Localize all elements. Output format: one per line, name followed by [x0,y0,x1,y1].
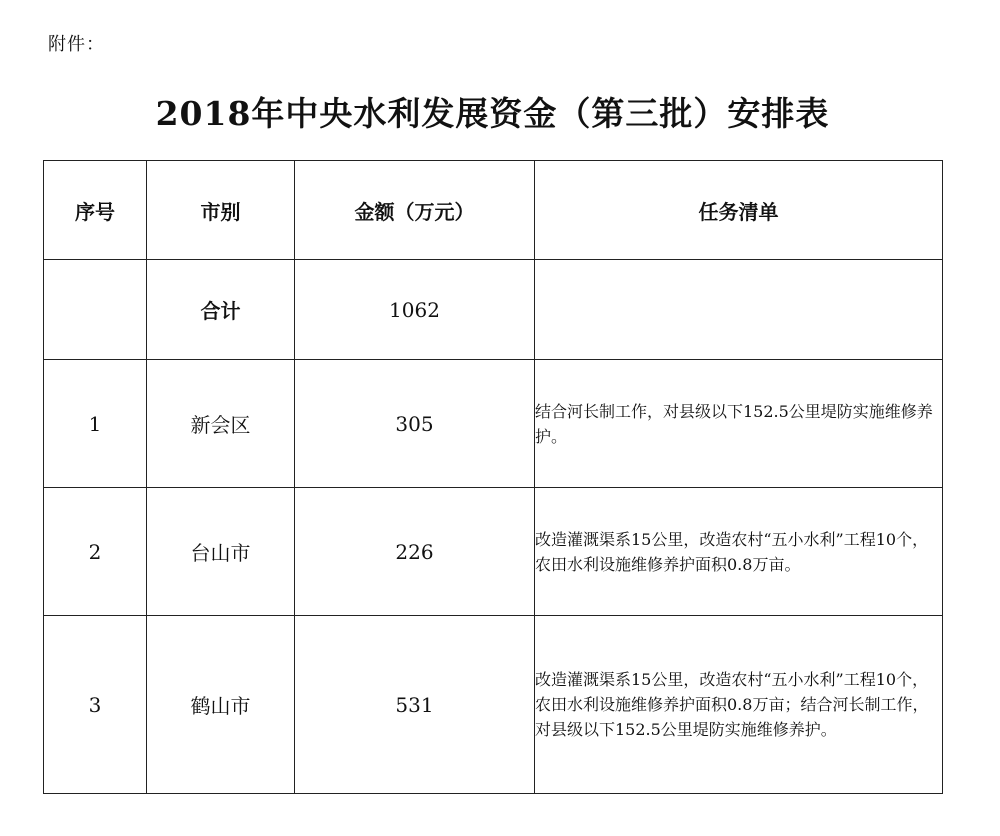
row-index: 1 [44,360,147,488]
total-row [44,260,943,360]
table-row [44,616,943,794]
header-index: 序号 [44,161,147,260]
row-city: 鹤山市 [147,616,295,794]
row-index: 2 [44,488,147,616]
row-city: 台山市 [147,488,295,616]
document-title: 2018年中央水利发展资金（第三批）安排表 [155,94,830,133]
row-amount: 226 [295,488,535,616]
total-label: 合计 [147,260,295,360]
row-tasks: 改造灌溉渠系15公里，改造农村“五小水利”工程10个，农田水利设施维修养护面积0.8万亩。 [535,488,943,616]
row-tasks: 结合河长制工作，对县级以下152.5公里堤防实施维修养护。 [535,360,943,488]
total-amount: 1062 [295,260,535,360]
row-city: 新会区 [147,360,295,488]
row-amount: 305 [295,360,535,488]
header-city: 市别 [147,161,295,260]
table-row [44,488,943,616]
attachment-label: 附件： [48,34,105,55]
header-amount: 金额（万元） [295,161,535,260]
total-tasks [535,260,943,360]
total-index-cell [44,260,147,360]
row-tasks: 改造灌溉渠系15公里，改造农村“五小水利”工程10个，农田水利设施维修养护面积0.8万亩；结合河长制工作，对县级以下152.5公里堤防实施维修养护。 [535,616,943,794]
header-tasks: 任务清单 [535,161,943,260]
row-index: 3 [44,616,147,794]
table-row [44,360,943,488]
table-header-row [44,161,943,260]
row-amount: 531 [295,616,535,794]
allocation-table [43,160,943,794]
